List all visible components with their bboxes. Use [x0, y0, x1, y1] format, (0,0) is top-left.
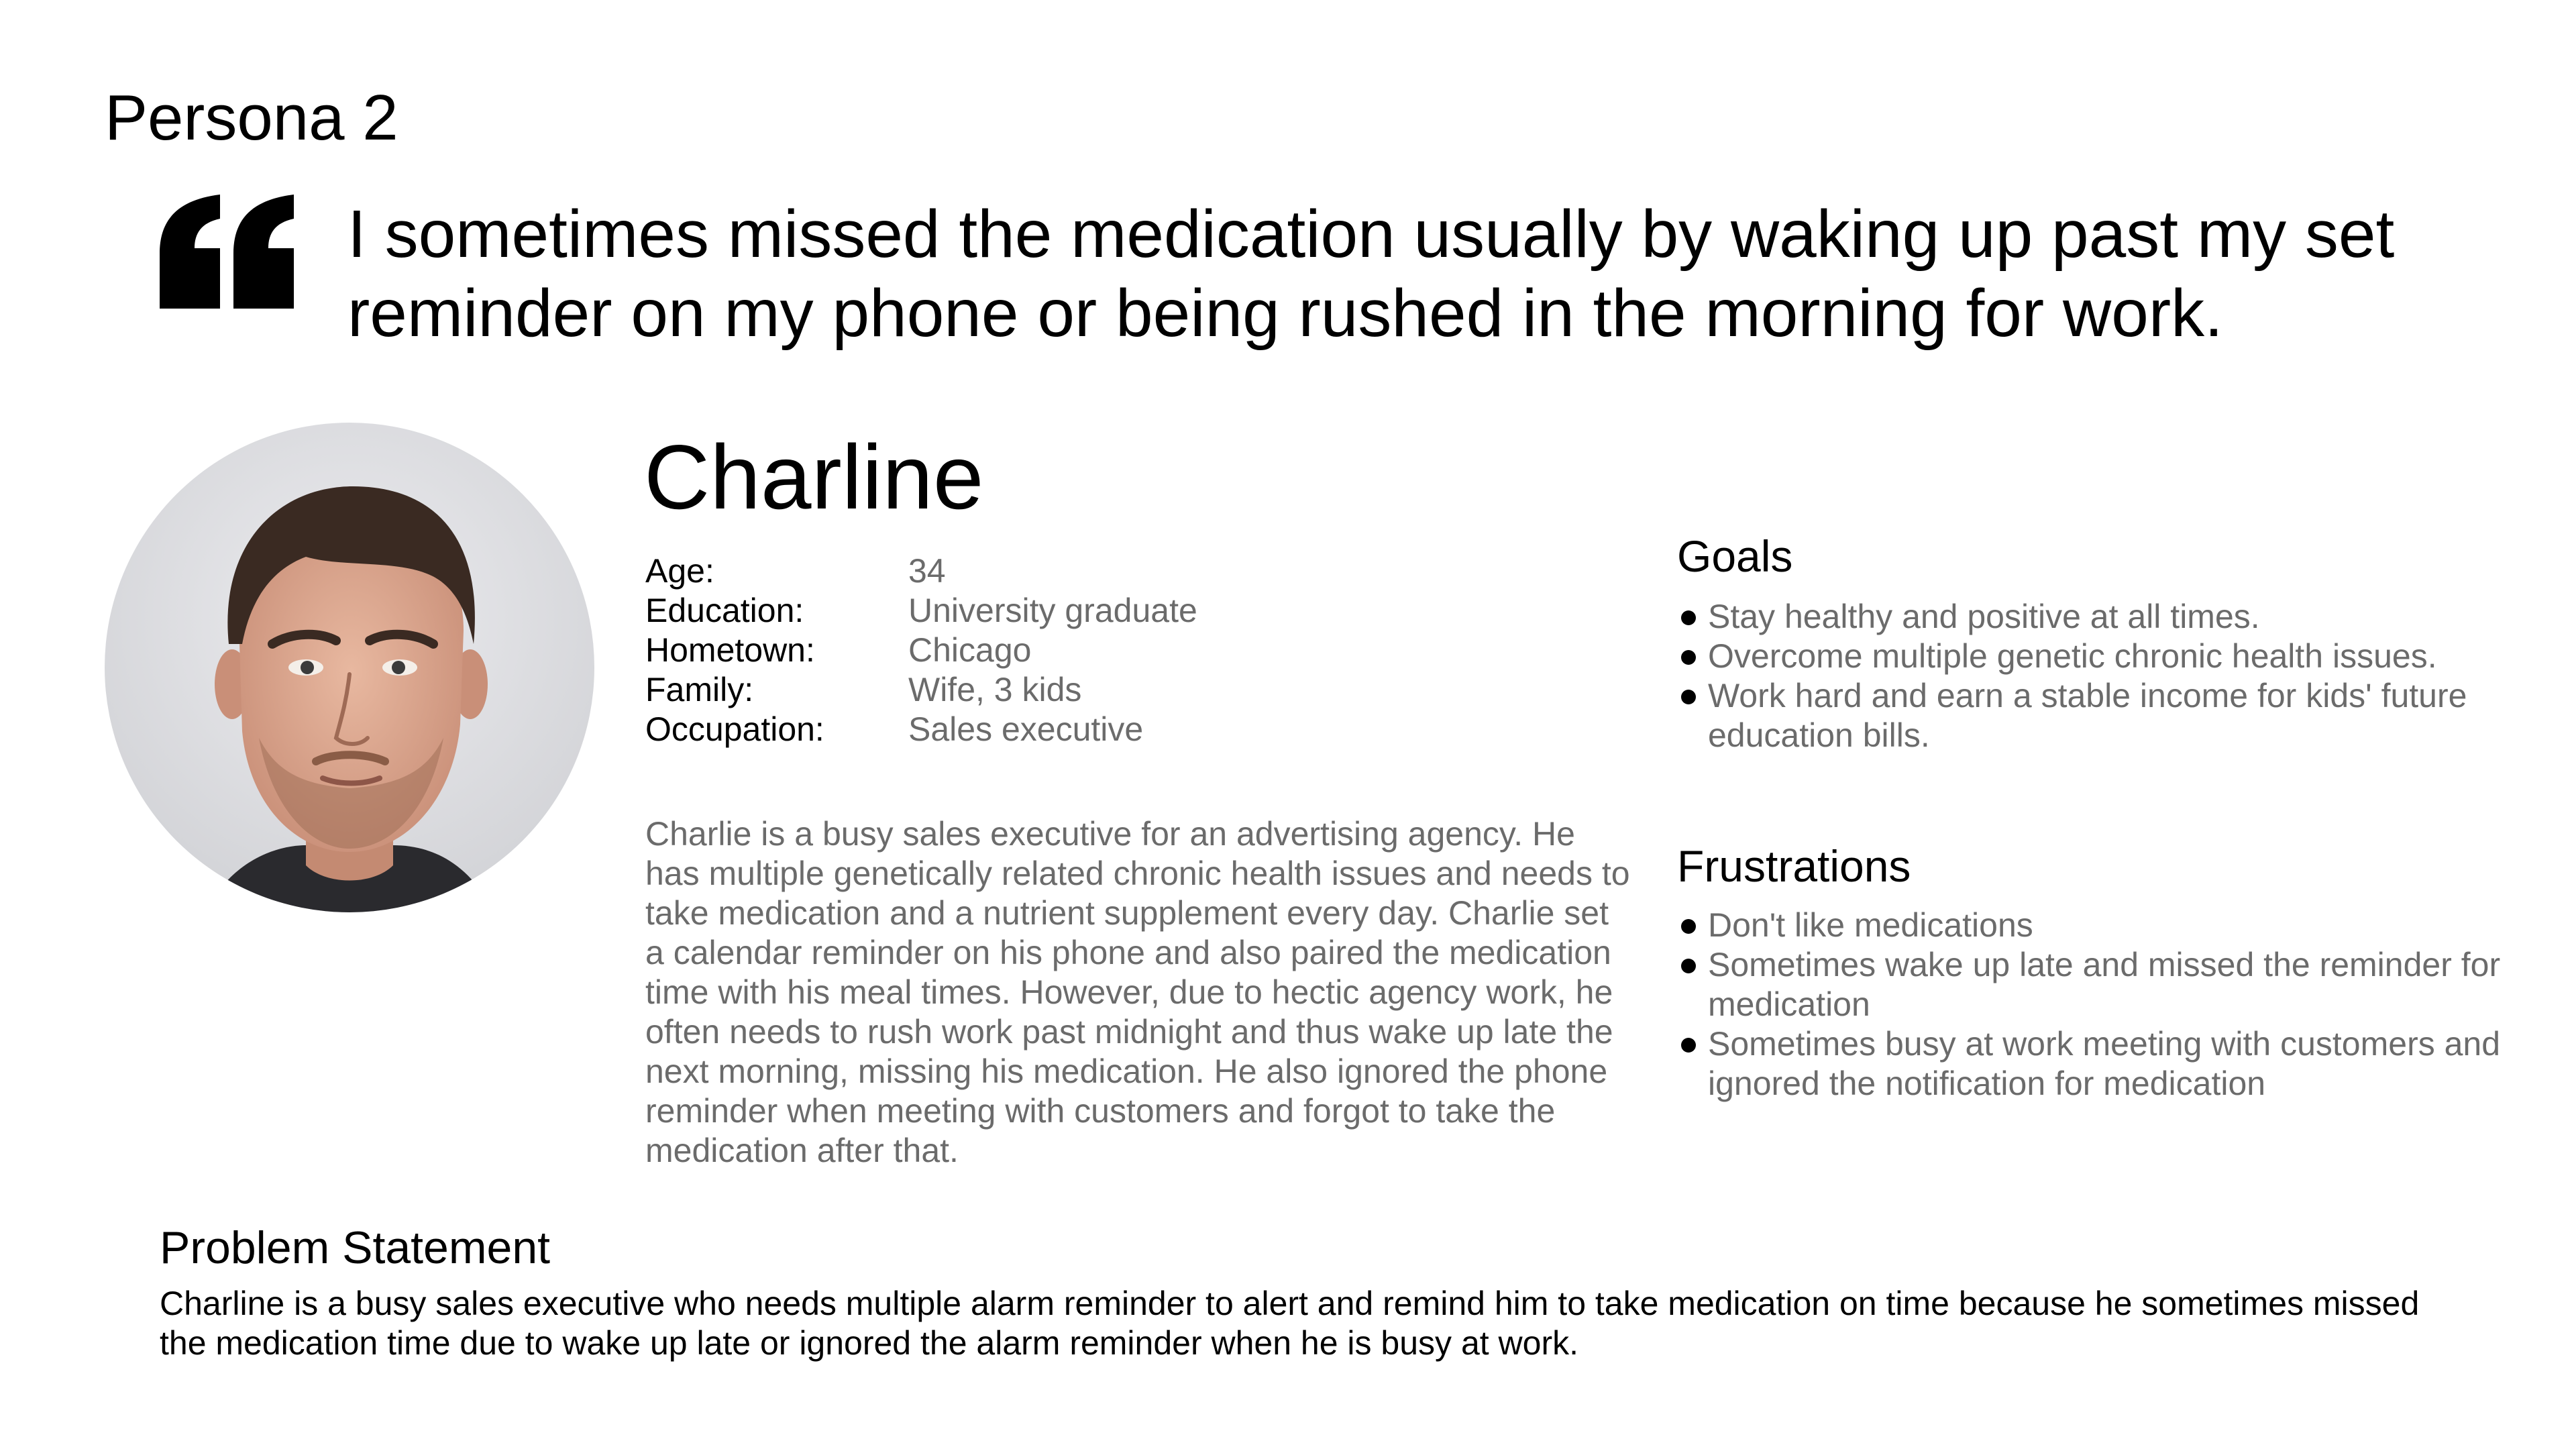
goal-text: Stay healthy and positive at all times. [1708, 598, 2260, 635]
detail-label: Age: [645, 552, 714, 590]
frustrations-heading: Frustrations [1677, 841, 1911, 891]
detail-value: University graduate [908, 592, 1197, 629]
bullet-icon [1681, 650, 1696, 665]
frustrations-list [1677, 906, 2516, 1104]
goal-item [1677, 676, 2482, 755]
goal-text: Overcome multiple genetic chronic health issues. [1708, 637, 2437, 675]
avatar [105, 423, 594, 912]
detail-row-hometown [645, 631, 1197, 670]
bullet-icon [1681, 919, 1696, 934]
goals-list [1677, 597, 2482, 755]
bullet-icon [1681, 690, 1696, 704]
goals-heading: Goals [1677, 531, 1793, 581]
goal-text: Work hard and earn a stable income for kids' future education bills. [1708, 677, 2467, 754]
frustration-item [1677, 1024, 2516, 1104]
persona-name: Charline [644, 426, 984, 528]
detail-label: Family: [645, 671, 754, 708]
detail-label: Hometown: [645, 631, 815, 669]
frustration-text: Sometimes wake up late and missed the reminder for medication [1708, 946, 2501, 1023]
detail-label: Education: [645, 592, 804, 629]
detail-row-family [645, 670, 1197, 710]
detail-row-education [645, 591, 1197, 631]
frustration-text: Sometimes busy at work meeting with customers and ignored the notification for medication [1708, 1025, 2501, 1102]
frustration-item [1677, 945, 2516, 1024]
frustration-text: Don't like medications [1708, 906, 2033, 944]
page-title: Persona 2 [105, 82, 398, 154]
detail-value: Sales executive [908, 710, 1144, 748]
frustration-item [1677, 906, 2516, 945]
bullet-icon [1681, 610, 1696, 625]
persona-bio: Charlie is a busy sales executive for an advertising agency. He has multiple genetically related chronic health issues and needs to take medication and a nutrient supplement every day. Charlie set a calendar reminder on his phone and also paired the medication time with his meal times. However, due to hectic agency work, he often needs to rush work past midnight and thus wake up late the next morning, missing his medication. He also ignored the phone reminder when meeting with customers and forgot to take the medication after that. [645, 815, 1630, 1169]
persona-details [645, 551, 1197, 749]
goal-item [1677, 637, 2482, 676]
detail-row-age [645, 551, 1197, 591]
detail-value: Wife, 3 kids [908, 671, 1082, 708]
detail-label: Occupation: [645, 710, 824, 748]
quote-text: I sometimes missed the medication usually by waking up past my set reminder on my phone or being rushed in the morning for work. [347, 197, 2395, 351]
problem-statement-text: Charline is a busy sales executive who needs multiple alarm reminder to alert and remind him to take medication on time because he sometimes missed the medication time due to wake up late or ignored the alarm reminder when he is busy at work. [160, 1285, 2420, 1362]
goal-item [1677, 597, 2482, 637]
detail-value: 34 [908, 552, 946, 590]
bullet-icon [1681, 1038, 1696, 1053]
detail-value: Chicago [908, 631, 1032, 669]
bullet-icon [1681, 959, 1696, 973]
quote-open-icon [160, 195, 294, 309]
problem-statement-heading: Problem Statement [160, 1222, 551, 1273]
detail-row-occupation [645, 710, 1197, 749]
